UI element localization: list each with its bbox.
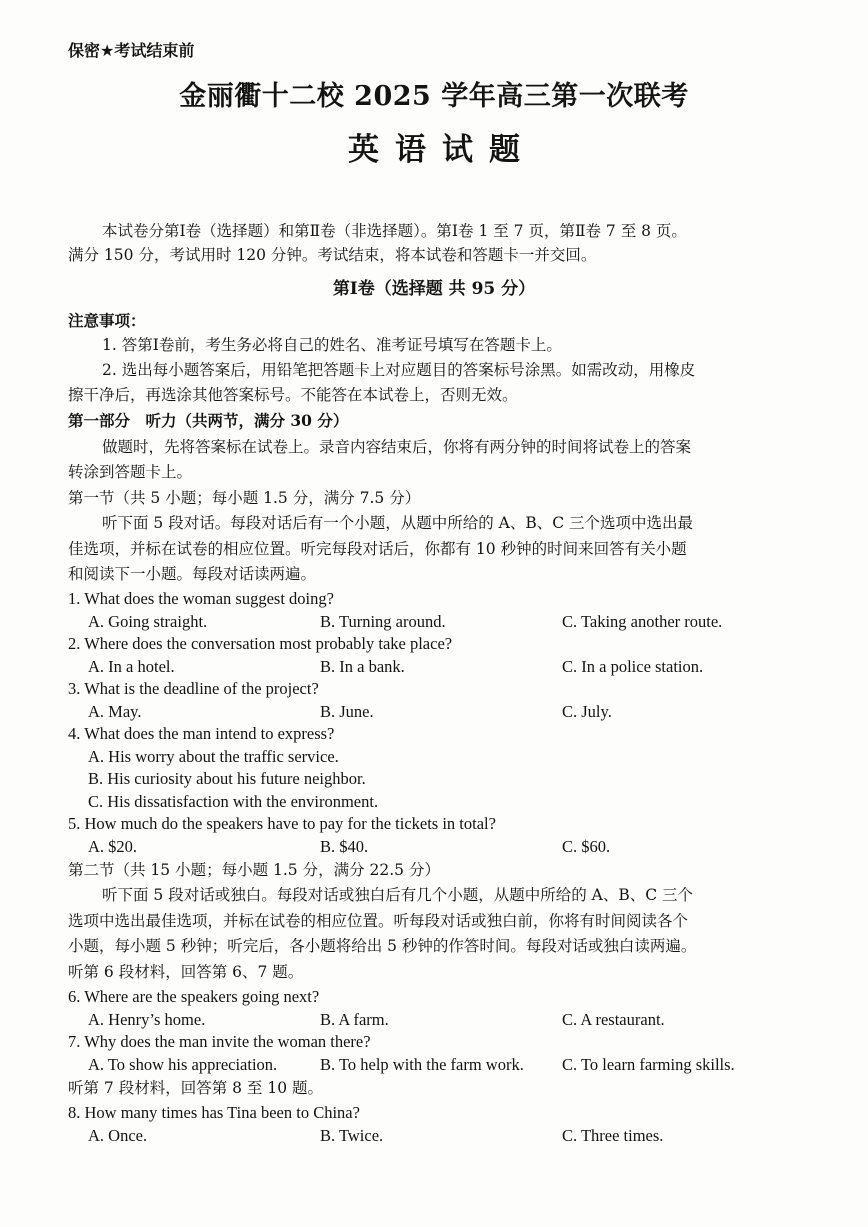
question-1-option-a: A. Going straight. [88,612,208,631]
intro-line-1: 本试卷分第Ⅰ卷（选择题）和第Ⅱ卷（非选择题）。第Ⅰ卷 1 至 7 页，第Ⅱ卷 7 至 8 页。 [102,222,687,240]
question-4-option-b: B. His curiosity about his future neighbor. [88,769,366,788]
section1-instr-line-2: 佳选项，并标在试卷的相应位置。听完每段对话后，你都有 10 秒钟的时间来回答有关小题 [68,540,687,558]
section1-instr-line-1: 听下面 5 段对话。每段对话后有一个小题，从题中所给的 A、B、C 三个选项中选出最 [102,514,694,532]
question-7-option-b: B. To help with the farm work. [320,1055,524,1074]
question-3-option-c: C. July. [562,702,612,721]
section2-instr-line-1: 听下面 5 段对话或独白。每段对话或独白后有几个小题，从题中所给的 A、B、C 三个 [102,886,694,904]
question-8-option-b: B. Twice. [320,1126,384,1145]
question-8-option-a: A. Once. [88,1126,148,1145]
question-2-stem: 2. Where does the conversation most probably take place? [68,634,453,653]
question-6-option-b: B. A farm. [320,1010,389,1029]
question-1-stem: 1. What does the woman suggest doing? [68,589,334,608]
question-2-option-b: B. In a bank. [320,657,405,676]
section1-instr-line-3: 和阅读下一小题。每段对话读两遍。 [68,565,317,583]
part1-instr-line-1: 做题时，先将答案标在试卷上。录音内容结束后，你将有两分钟的时间将试卷上的答案 [102,438,692,456]
confidential-mark: 保密★考试结束前 [68,41,195,60]
part1-heading: 第一部分 听力（共两节，满分 30 分） [68,411,349,430]
notes-item-2-line-2: 擦干净后，再选涂其他答案标号。不能答在本试卷上，否则无效。 [68,386,518,404]
question-3-option-b: B. June. [320,702,374,721]
part1-instr-line-2: 转涂到答题卡上。 [68,463,193,481]
volume1-title: 第Ⅰ卷（选择题 共 95 分） [332,279,536,299]
question-7-option-a: A. To show his appreciation. [88,1055,278,1074]
question-1-option-c: C. Taking another route. [562,612,723,631]
question-3-stem: 3. What is the deadline of the project? [68,679,319,698]
notes-item-2-line-1: 2. 选出每小题答案后，用铅笔把答题卡上对应题目的答案标号涂黑。如需改动，用橡皮 [102,361,696,379]
subject-title: 英语试题 [348,132,536,168]
question-6-option-a: A. Henry’s home. [88,1010,206,1029]
section2-heading: 第二节（共 15 小题；每小题 1.5 分，满分 22.5 分） [68,861,440,879]
material-6-instruction: 听第 6 段材料，回答第 6、7 题。 [68,963,304,981]
question-7-option-c: C. To learn farming skills. [562,1055,735,1074]
exam-title: 金丽衢十二校 2025 学年高三第一次联考 [179,81,689,112]
question-4-option-a: A. His worry about the traffic service. [88,747,339,766]
question-2-option-a: A. In a hotel. [88,657,175,676]
question-5-stem: 5. How much do the speakers have to pay for the tickets in total? [68,814,496,833]
question-1-option-b: B. Turning around. [320,612,446,631]
section2-instr-line-3: 小题，每小题 5 秒钟；听完后，各小题将给出 5 秒钟的作答时间。每段对话或独白读两遍。 [68,937,697,955]
question-5-option-b: B. $40. [320,837,369,856]
notes-heading: 注意事项： [68,311,146,330]
question-8-stem: 8. How many times has Tina been to China? [68,1103,360,1122]
section1-heading: 第一节（共 5 小题；每小题 1.5 分，满分 7.5 分） [68,489,421,507]
question-4-stem: 4. What does the man intend to express? [68,724,335,743]
question-8-option-c: C. Three times. [562,1126,664,1145]
question-4-option-c: C. His dissatisfaction with the environment. [88,792,379,811]
notes-item-1: 1. 答第Ⅰ卷前，考生务必将自己的姓名、准考证号填写在答题卡上。 [102,336,562,354]
question-6-option-c: C. A restaurant. [562,1010,665,1029]
question-6-stem: 6. Where are the speakers going next? [68,987,320,1006]
question-2-option-c: C. In a police station. [562,657,704,676]
material-7-instruction: 听第 7 段材料，回答第 8 至 10 题。 [68,1079,324,1097]
question-5-option-a: A. $20. [88,837,138,856]
question-5-option-c: C. $60. [562,837,611,856]
section2-instr-line-2: 选项中选出最佳选项，并标在试卷的相应位置。听每段对话或独白前，你将有时间阅读各个 [68,912,689,930]
question-7-stem: 7. Why does the man invite the woman there? [68,1032,371,1051]
intro-line-2: 满分 150 分，考试用时 120 分钟。考试结束，将本试卷和答题卡一并交回。 [68,246,597,264]
question-3-option-a: A. May. [88,702,142,721]
